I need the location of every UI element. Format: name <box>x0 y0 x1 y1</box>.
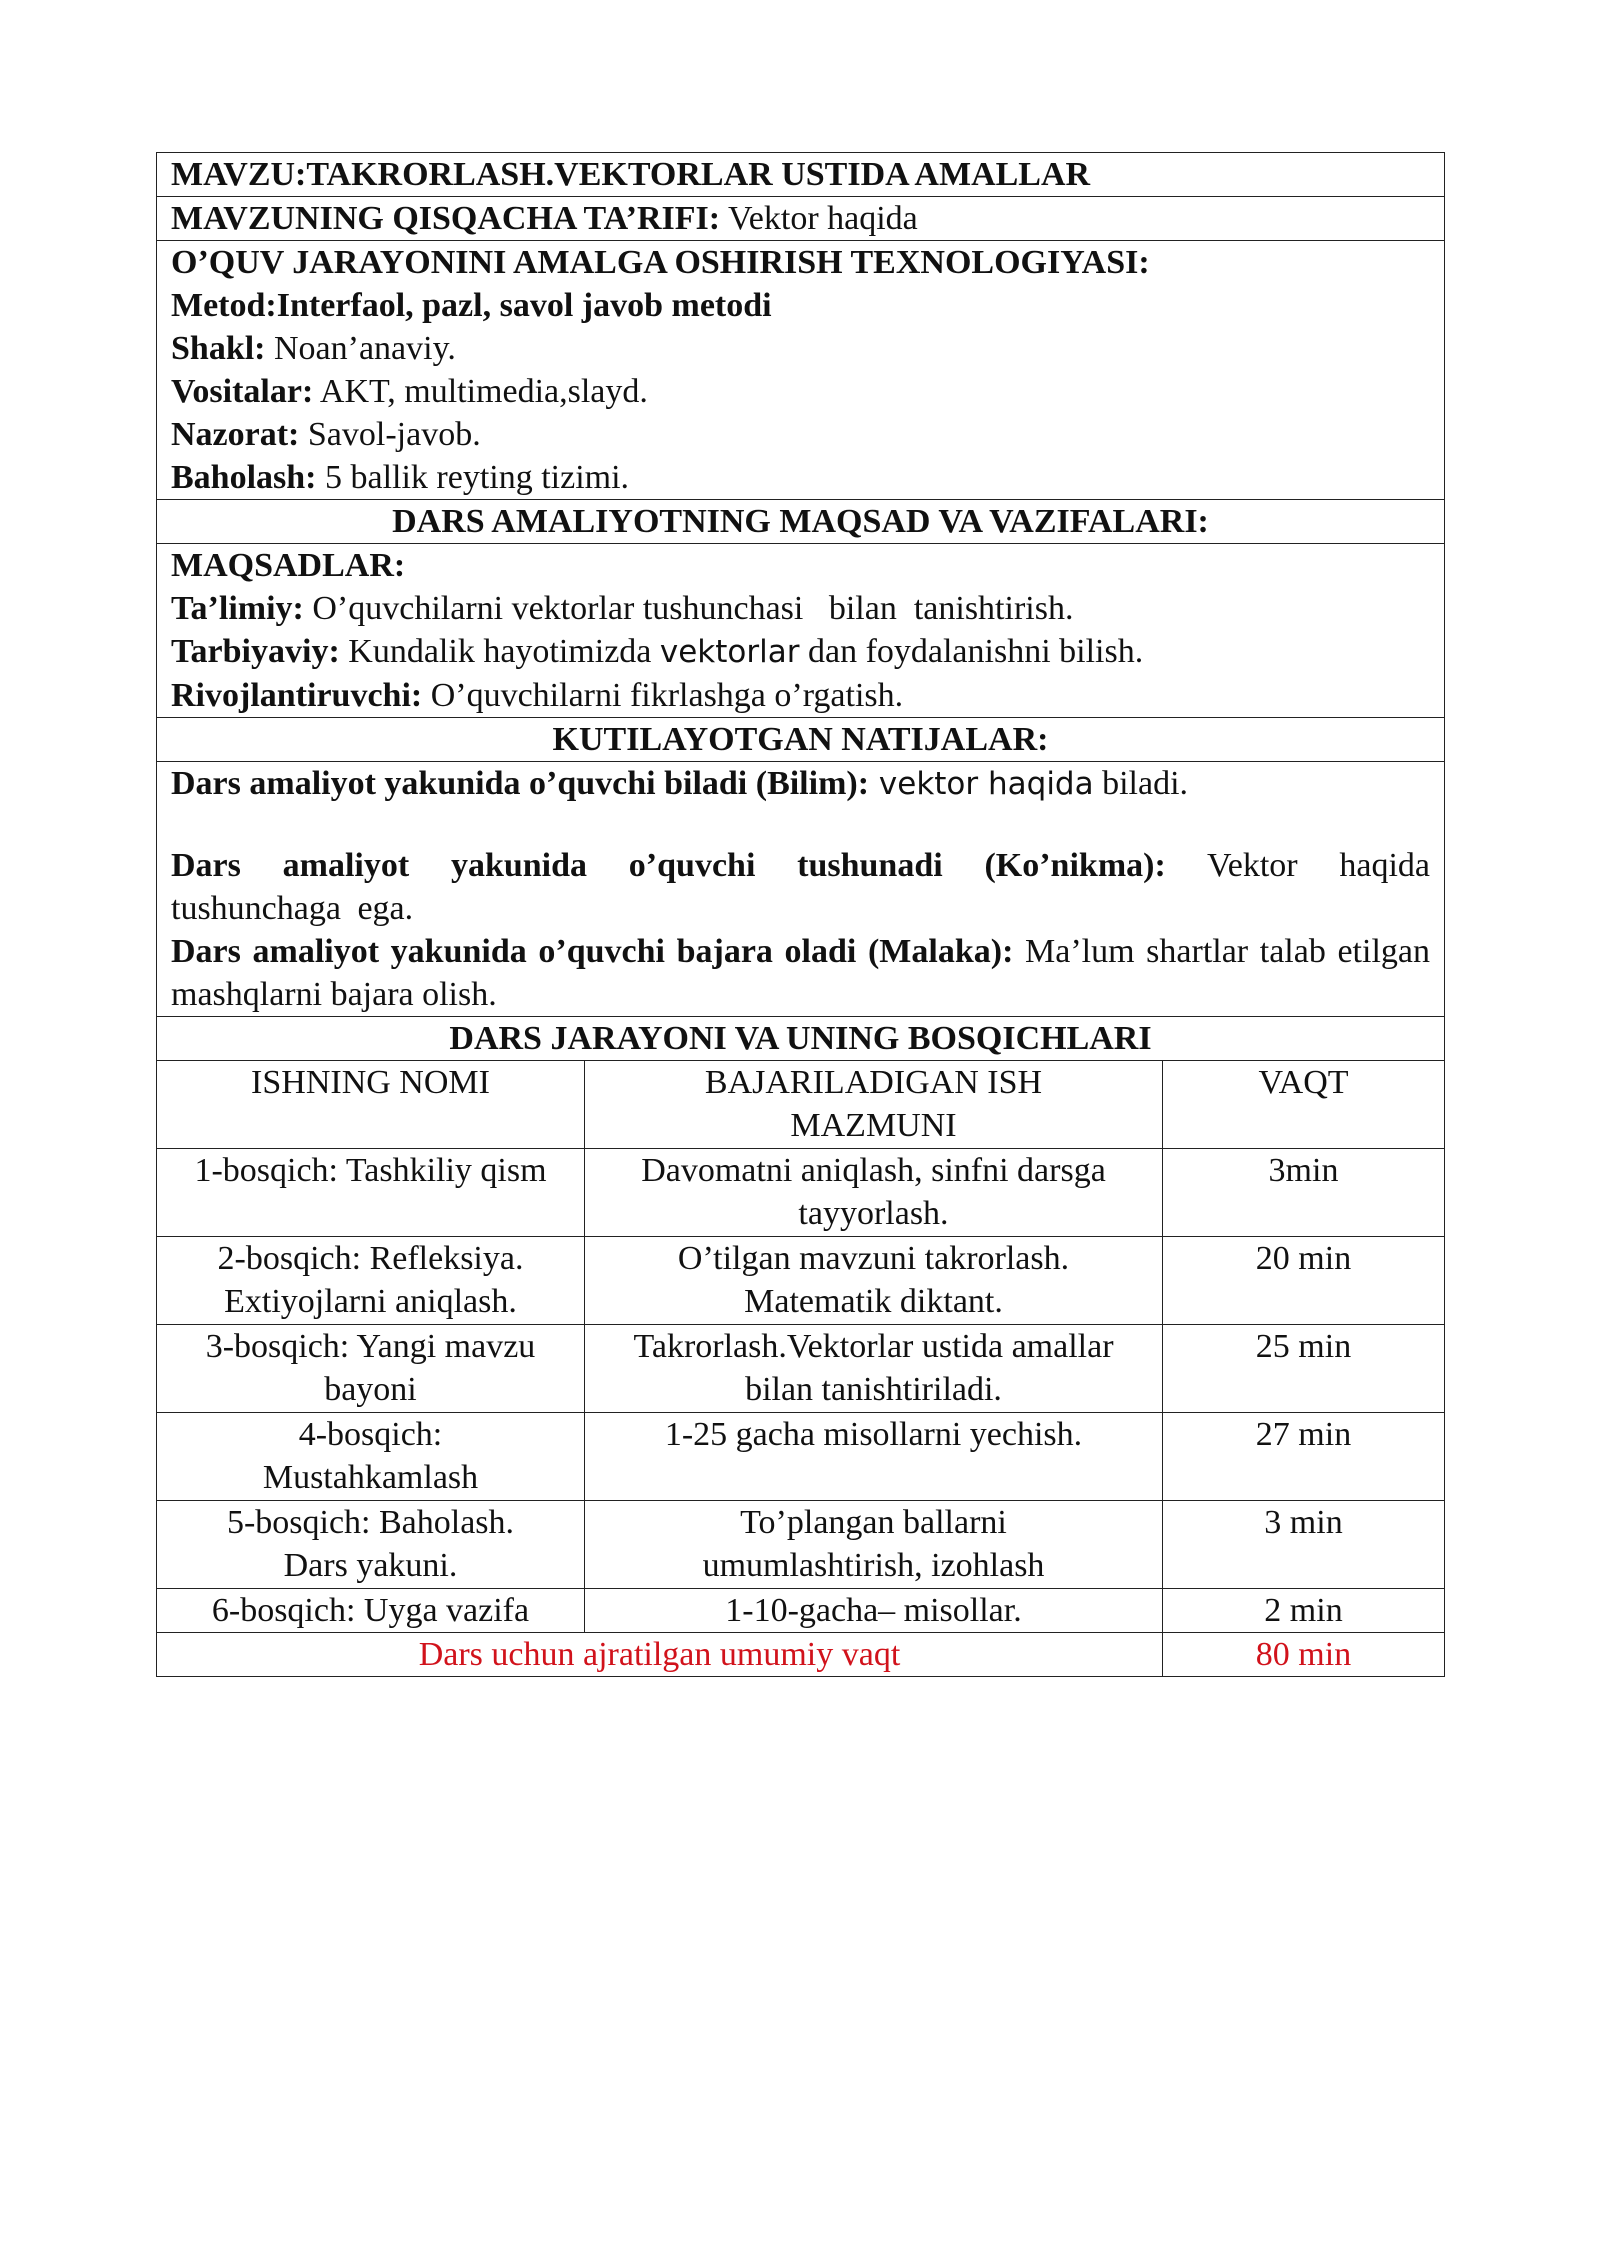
outcomes-heading: KUTILAYOTGAN NATIJALAR: <box>157 718 1445 762</box>
stage-line-2: Mustahkamlash <box>262 1459 479 1496</box>
content-line-2: umumlashtirish, izohlash <box>702 1547 1045 1584</box>
stage-cell <box>157 1501 585 1589</box>
content-line-1: Davomatni aniqlash, sinfni darsga <box>641 1152 1106 1189</box>
knowledge-value: vektor haqida <box>869 766 1094 802</box>
developing-label: Rivojlantiruvchi: <box>171 677 423 714</box>
control-line <box>171 413 1430 456</box>
form-label: Shakl: <box>171 330 266 367</box>
summary-cell <box>157 197 1445 241</box>
content-cell <box>585 1325 1163 1413</box>
stage-line-1: 1-bosqich: Tashkiliy qism <box>194 1152 547 1189</box>
skill-outcome <box>171 844 1430 930</box>
content-line-1: 1-25 gacha misollarni yechish. <box>664 1416 1083 1453</box>
table-row <box>157 1325 1445 1413</box>
table-row <box>157 1413 1445 1501</box>
stage-cell <box>157 1325 585 1413</box>
tools-value: AKT, multimedia,slayd. <box>313 373 648 410</box>
time-cell: 2 min <box>1163 1589 1445 1633</box>
content-line-1: 1-10-gacha– misollar. <box>725 1592 1022 1629</box>
knowledge-label: Dars amaliyot yakunida o’quvchi biladi (Bilim): <box>171 765 870 802</box>
developing-value: O’quvchilarni fikrlashga o’rgatish. <box>422 677 904 714</box>
header-content-text: BAJARILADIGAN ISH MAZMUNI <box>704 1064 1043 1144</box>
skill-value: Vektor haqida tushunchaga ega. <box>171 847 1430 927</box>
outcomes-cell <box>157 762 1445 1017</box>
goals-heading: DARS AMALIYOTNING MAQSAD VA VAZIFALARI: <box>157 500 1445 544</box>
content-cell <box>585 1237 1163 1325</box>
grading-line <box>171 456 1430 499</box>
topic-title: MAVZU:TAKRORLASH.VEKTORLAR USTIDA AMALLAR <box>157 153 1445 197</box>
technology-cell <box>157 241 1445 500</box>
topic-row <box>157 153 1445 197</box>
summary-value: Vektor haqida <box>720 200 918 237</box>
method-line: Metod:Interfaol, pazl, savol javob metodi <box>171 287 772 324</box>
stage-line-2: Dars yakuni. <box>283 1547 458 1584</box>
stage-line-1: 2-bosqich: Refleksiya. <box>217 1240 524 1277</box>
upbringing-value-a: Kundalik hayotimizda <box>339 633 660 670</box>
process-header-row <box>157 1061 1445 1149</box>
control-label: Nazorat: <box>171 416 300 453</box>
stage-cell <box>157 1589 585 1633</box>
upbringing-value-b: vektorlar <box>659 634 800 670</box>
total-time: 80 min <box>1163 1633 1445 1677</box>
goals-heading-row <box>157 500 1445 544</box>
upbringing-value-c: dan foydalanishni bilish. <box>799 633 1144 670</box>
form-line <box>171 327 1430 370</box>
outcomes-heading-row <box>157 718 1445 762</box>
time-cell: 3 min <box>1163 1501 1445 1589</box>
content-line-1: Takrorlash.Vektorlar ustida amallar <box>633 1328 1114 1365</box>
skill-label: Dars amaliyot yakunida o’quvchi tushunadi (Ko’nikma): <box>171 847 1166 884</box>
competence-outcome <box>171 930 1430 1016</box>
developing-goal <box>171 674 1430 717</box>
competence-value: Ma’lum shartlar talab etilgan mashqlarni bajara olish. <box>171 933 1430 1013</box>
stage-line-1: 6-bosqich: Uyga vazifa <box>211 1592 530 1629</box>
form-value: Noan’anaviy. <box>265 330 456 367</box>
educational-goal <box>171 587 1430 630</box>
stage-line-1: 3-bosqich: Yangi mavzu <box>205 1328 536 1365</box>
header-stage: ISHNING NOMI <box>157 1061 585 1149</box>
time-cell: 20 min <box>1163 1237 1445 1325</box>
grading-label: Baholash: <box>171 459 317 496</box>
content-cell <box>585 1501 1163 1589</box>
control-value: Savol-javob. <box>299 416 481 453</box>
technology-row <box>157 241 1445 500</box>
content-cell <box>585 1149 1163 1237</box>
stage-cell <box>157 1149 585 1237</box>
table-row <box>157 1149 1445 1237</box>
lesson-plan-page <box>156 152 1444 1677</box>
content-line-1: To’plangan ballarni <box>740 1504 1007 1541</box>
table-row <box>157 1237 1445 1325</box>
content-line-1: O’tilgan mavzuni takrorlash. <box>677 1240 1070 1277</box>
upbringing-goal <box>171 630 1430 674</box>
header-time: VAQT <box>1163 1061 1445 1149</box>
educational-label: Ta’limiy: <box>171 590 304 627</box>
competence-label: Dars amaliyot yakunida o’quvchi bajara oladi (Malaka): <box>171 933 1014 970</box>
content-line-2: Matematik diktant. <box>744 1283 1003 1320</box>
process-heading-row <box>157 1017 1445 1061</box>
process-heading: DARS JARAYONI VA UNING BOSQICHLARI <box>157 1017 1445 1061</box>
lesson-plan-table <box>156 152 1445 1677</box>
stage-line-2: bayoni <box>324 1371 417 1408</box>
content-line-2: bilan tanishtiriladi. <box>745 1371 1002 1408</box>
goals-cell <box>157 544 1445 718</box>
header-content <box>585 1061 1163 1149</box>
grading-value: 5 ballik reyting tizimi. <box>316 459 630 496</box>
stage-line-1: 5-bosqich: Baholash. <box>226 1504 515 1541</box>
knowledge-outcome <box>171 762 1430 806</box>
time-cell: 3min <box>1163 1149 1445 1237</box>
time-cell: 27 min <box>1163 1413 1445 1501</box>
tools-line <box>171 370 1430 413</box>
technology-heading: O’QUV JARAYONINI AMALGA OSHIRISH TEXNOLOGIYASI: <box>171 244 1150 281</box>
stage-line-2: Extiyojlarni aniqlash. <box>224 1283 517 1320</box>
upbringing-label: Tarbiyaviy: <box>171 633 340 670</box>
content-cell <box>585 1413 1163 1501</box>
total-row <box>157 1633 1445 1677</box>
knowledge-tail: biladi. <box>1093 765 1189 802</box>
summary-label: MAVZUNING QISQACHA TA’RIFI: <box>171 200 721 237</box>
table-row <box>157 1589 1445 1633</box>
summary-row <box>157 197 1445 241</box>
content-cell <box>585 1589 1163 1633</box>
stage-line-1: 4-bosqich: <box>298 1416 443 1453</box>
table-row <box>157 1501 1445 1589</box>
goals-row <box>157 544 1445 718</box>
outcomes-row <box>157 762 1445 1017</box>
spacer <box>171 806 1430 844</box>
stage-cell <box>157 1413 585 1501</box>
content-line-2: tayyorlash. <box>798 1195 949 1232</box>
tools-label: Vositalar: <box>171 373 314 410</box>
educational-value: O’quvchilarni vektorlar tushunchasi bilan tanishtirish. <box>303 590 1074 627</box>
goals-subheading: MAQSADLAR: <box>171 547 406 584</box>
total-label: Dars uchun ajratilgan umumiy vaqt <box>157 1633 1163 1677</box>
time-cell: 25 min <box>1163 1325 1445 1413</box>
stage-cell <box>157 1237 585 1325</box>
